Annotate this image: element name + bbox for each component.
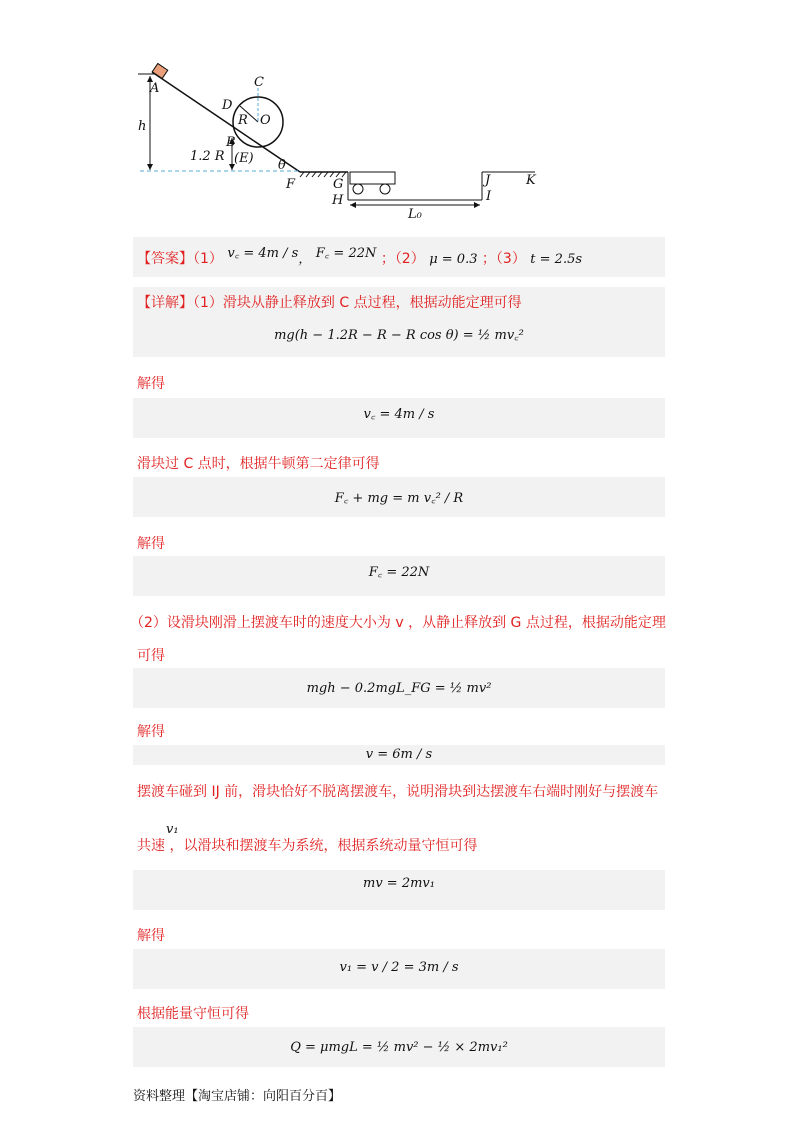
equation-1: mg(h − 1.2R − R − R cos θ) = ½ mv꜀² [274, 328, 524, 343]
detail-v1-inline: v₁ [166, 822, 179, 837]
equation-9: Q = μmgL = ½ mv² − ½ × 2mv₁² [290, 1040, 508, 1055]
label-O: O [260, 113, 271, 128]
detail-line-3b: 可得 [137, 648, 165, 664]
slider-block [152, 63, 168, 78]
equation-5: mgh − 0.2mgL_FG = ½ mv² [306, 681, 492, 696]
label-h: h [138, 119, 147, 134]
label-theta: θ [278, 158, 286, 173]
detail-line-3a: （2）设滑块刚滑上摆渡车时的速度大小为 v ，从静止释放到 G 点过程，根据动能定理 [130, 615, 666, 631]
answer-line [137, 248, 582, 268]
answer-part2: （2） [394, 251, 425, 267]
label-E: (E) [234, 151, 254, 166]
equation-6: v = 6m / s [365, 747, 433, 762]
answer-t: t = 2.5s [530, 252, 583, 267]
label-G: G [333, 177, 344, 192]
ferry-cart [350, 172, 395, 184]
detail-line-1: 【详解】（1）滑块从静止释放到 C 点过程，根据动能定理可得 [137, 295, 522, 311]
label-D: D [222, 98, 233, 113]
solve-label-1: 解得 [137, 376, 165, 392]
answer-semi1: ； [380, 251, 395, 267]
equation-7: mv = 2mv₁ [363, 876, 435, 891]
answer-fc: F꜀ = 22N [315, 246, 377, 261]
solve-label-4: 解得 [137, 928, 165, 944]
label-K: K [526, 173, 536, 188]
solve-label-2: 解得 [137, 536, 165, 552]
detail-line-4a: 摆渡车碰到 IJ 前，滑块恰好不脱离摆渡车，说明滑块到达摆渡车右端时刚好与摆渡车 [137, 784, 659, 800]
detail-line-4b: 共速 ，以滑块和摆渡车为系统，根据系统动量守恒可得 [137, 838, 478, 854]
answer-tag: 【答案】 [137, 251, 193, 267]
solve-label-3: 解得 [137, 724, 165, 740]
label-L0: L₀ [408, 207, 422, 220]
equation-8: v₁ = v / 2 = 3m / s [339, 960, 459, 975]
label-F: F [286, 177, 296, 192]
label-J: J [485, 173, 491, 188]
equation-4: F꜀ = 22N [368, 565, 430, 580]
answer-comma: ， [298, 252, 312, 267]
answer-mu: μ = 0.3 [429, 252, 478, 267]
answer-part3: （3） [495, 251, 526, 267]
physics-diagram [130, 60, 550, 220]
label-H: H [332, 193, 344, 208]
answer-semi2: ； [481, 251, 496, 267]
label-B: B [226, 135, 236, 150]
footer-note: 资料整理【淘宝店铺：向阳百分百】 [133, 1089, 342, 1104]
answer-vc: v꜀ = 4m / s [227, 246, 299, 261]
equation-3: F꜀ + mg = m v꜀² / R [334, 491, 464, 506]
equation-2: v꜀ = 4m / s [363, 407, 435, 422]
label-I: I [486, 189, 492, 204]
detail-line-2: 滑块过 C 点时，根据牛顿第二定律可得 [137, 456, 380, 472]
detail-line-5: 根据能量守恒可得 [137, 1006, 249, 1022]
label-1-2R: 1.2 R [190, 149, 225, 164]
label-R: R [238, 113, 248, 128]
label-C: C [254, 75, 264, 90]
incline-line [152, 72, 300, 172]
answer-part1: （1） [193, 251, 223, 267]
label-A: A [150, 81, 160, 96]
